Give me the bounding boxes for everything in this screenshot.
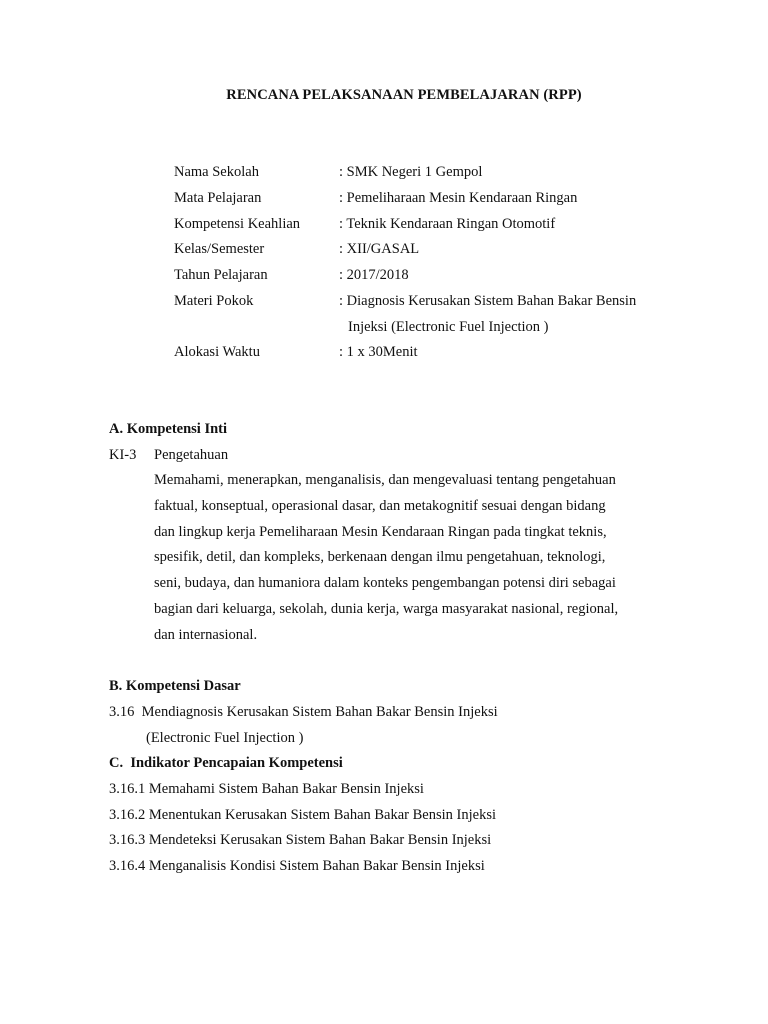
info-value: : Teknik Kendaraan Ringan Otomotif [339, 216, 556, 232]
ki-text-line: spesifik, detil, dan kompleks, berkenaan dengan ilmu pengetahuan, teknologi, [154, 549, 606, 565]
ki-text-line: Memahami, menerapkan, menganalisis, dan mengevaluasi tentang pengetahuan [154, 472, 616, 488]
info-value-continuation: Injeksi (Electronic Fuel Injection ) [348, 319, 549, 335]
section-c-heading: C. Indikator Pencapaian Kompetensi [109, 755, 343, 771]
ki-code: KI-3 [109, 447, 137, 463]
indicator-item: 3.16.1 Memahami Sistem Bahan Bakar Bensin Injeksi [109, 781, 424, 797]
info-label: Tahun Pelajaran [174, 267, 268, 283]
ki-text-line: bagian dari keluarga, sekolah, dunia kerja, warga masyarakat nasional, regional, [154, 601, 619, 617]
info-label: Materi Pokok [174, 293, 254, 309]
info-label: Nama Sekolah [174, 164, 259, 180]
info-value: : XII/GASAL [339, 241, 420, 257]
info-value: : SMK Negeri 1 Gempol [339, 164, 483, 180]
ki-text-line: seni, budaya, dan humaniora dalam konteks pengembangan potensi diri sebagai [154, 575, 616, 591]
info-label: Kelas/Semester [174, 241, 265, 257]
section-a-heading: A. Kompetensi Inti [109, 421, 228, 437]
section-b-heading: B. Kompetensi Dasar [109, 678, 241, 694]
ki-title: Pengetahuan [154, 447, 229, 463]
info-value: : 2017/2018 [339, 267, 409, 283]
info-label: Kompetensi Keahlian [174, 216, 301, 232]
info-label: Mata Pelajaran [174, 190, 262, 206]
kd-line-cont: (Electronic Fuel Injection ) [146, 730, 304, 746]
indicator-item: 3.16.3 Mendeteksi Kerusakan Sistem Bahan Bakar Bensin Injeksi [109, 832, 492, 848]
indicator-item: 3.16.2 Menentukan Kerusakan Sistem Bahan Bakar Bensin Injeksi [109, 807, 496, 823]
kd-line: 3.16 Mendiagnosis Kerusakan Sistem Bahan Bakar Bensin Injeksi [109, 704, 498, 720]
ki-text-line: dan internasional. [154, 627, 258, 643]
ki-text-line: faktual, konseptual, operasional dasar, dan metakognitif sesuai dengan bidang [154, 498, 606, 514]
info-value: : Diagnosis Kerusakan Sistem Bahan Bakar Bensin [339, 293, 637, 309]
info-value: : 1 x 30Menit [339, 344, 418, 360]
document-title: RENCANA PELAKSANAAN PEMBELAJARAN (RPP) [226, 87, 582, 103]
indicator-item: 3.16.4 Menganalisis Kondisi Sistem Bahan Bakar Bensin Injeksi [109, 858, 485, 874]
info-label: Alokasi Waktu [174, 344, 260, 360]
ki-text-line: dan lingkup kerja Pemeliharaan Mesin Kendaraan Ringan pada tingkat teknis, [154, 524, 607, 540]
info-value: : Pemeliharaan Mesin Kendaraan Ringan [339, 190, 578, 206]
